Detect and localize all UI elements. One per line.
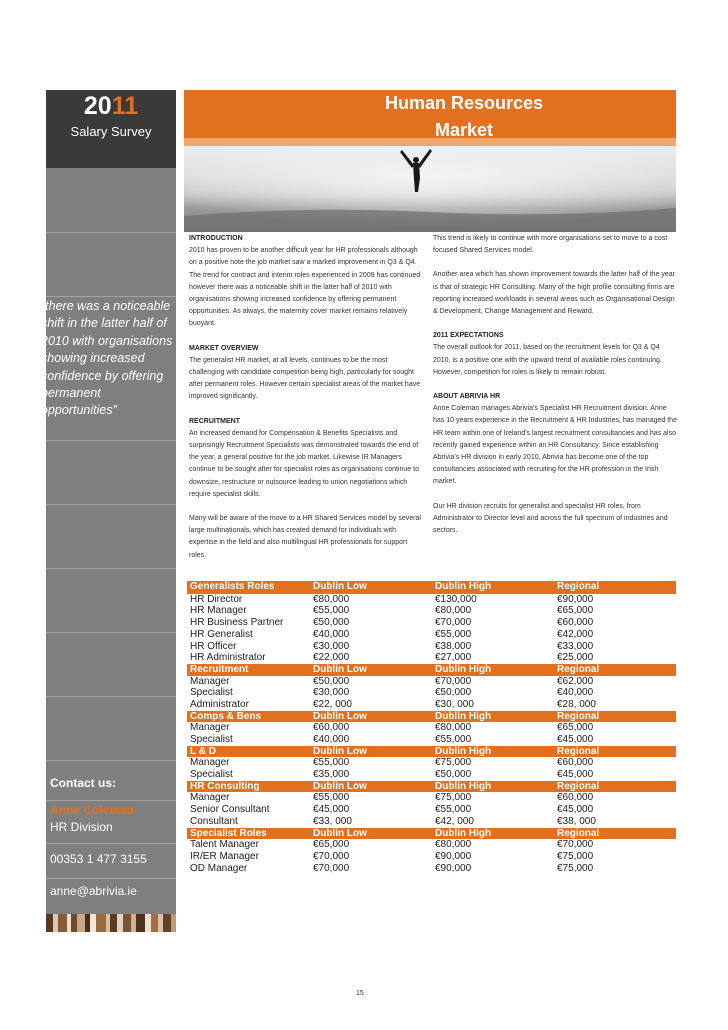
table-cell: €50,000 [434,687,472,699]
sidebar-divider [46,800,176,801]
table-cell: Manager [190,722,230,734]
table-cell: €62,000 [556,675,594,687]
table-section-header [187,711,676,723]
section-heading-recruitment: RECRUITMENT [189,417,240,425]
table-cell: €55,000 [312,757,350,769]
table-cell: €55,000 [434,628,472,640]
article-column-left [189,233,423,574]
table-cell: €30,000 [312,640,350,652]
sidebar-divider [46,696,176,697]
contact-division: HR Division [50,820,113,834]
table-row [187,863,676,875]
table-cell: €42,000 [556,628,594,640]
table-cell: €22,000 [312,652,350,664]
table-section-header [187,664,676,676]
sidebar-divider [46,440,176,441]
table-cell: €42, 000 [434,815,474,827]
table-cell: €40,000 [312,628,350,640]
table-cell: Manager [190,757,230,769]
table-cell: €50,000 [434,769,472,781]
table-cell: €90,000 [434,862,472,874]
sidebar-divider [46,504,176,505]
header-cell: Generalists Roles [190,581,275,592]
paragraph-recruitment: An increased demand for Compensation & Benefits Specialists and surprisingly Recruitment Specialists was demonstrated towards the end of the year, a general positive for the job market. Likewise IR Managers continue to be sought after for specialist roles as organisations continue to downsize, restructure or outsource leading to union negotiations which require specialist skills. [189,429,419,498]
table-cell: Talent Manager [190,839,259,851]
contact-email[interactable]: anne@abrivia.ie [50,884,137,898]
section-heading-expectations: 2011 EXPECTATIONS [433,332,504,340]
table-cell: €40,000 [312,734,350,746]
header-cell: Dublin High [434,780,492,792]
section-heading-about: ABOUT ABRIVIA HR [433,393,501,401]
header-cell: Dublin Low [312,745,367,757]
header-cell: Regional [556,663,600,675]
section-heading-market-overview: MARKET OVERVIEW [189,344,259,352]
table-row [187,605,676,617]
header-cell: Dublin Low [312,581,367,592]
table-row [187,594,676,606]
table-cell: €45,000 [556,734,594,746]
table-cell: €70,000 [312,850,350,862]
table-cell: €45,000 [556,804,594,816]
sidebar-divider [46,760,176,761]
table-row [187,816,676,828]
table-row [187,722,676,734]
decorative-stripes [46,914,176,932]
table-body [187,581,676,874]
table-cell: €75,000 [556,862,594,874]
table-cell: €80,000 [434,839,472,851]
table-cell: €50,000 [312,617,350,629]
table-cell: €40,000 [556,687,594,699]
table-cell: €55,000 [312,792,350,804]
table-cell: €33,000 [556,640,594,652]
header-cell: Dublin Low [312,827,367,839]
table-cell: Manager [190,792,230,804]
table-cell: €30,000 [312,687,350,699]
table-cell: IR/ER Manager [190,850,259,862]
header-cell: Dublin High [434,581,492,592]
table-cell: €80,000 [434,605,472,617]
contact-phone: 00353 1 477 3155 [50,852,147,866]
table-row [187,792,676,804]
sidebar-divider [46,632,176,633]
section-heading-introduction: INTRODUCTION [189,235,243,242]
table-cell: €75,000 [556,850,594,862]
page-title-line-1: Human Resources [384,93,544,113]
table-cell: Specialist [190,769,233,781]
table-row [187,629,676,641]
table-cell: HR Generalist [190,628,253,640]
paragraph-expectations: The overall outlook for 2011, based on the recruitment levels for Q3 & Q4 2010, is a positive one with the upward trend of available roles continuing. However, competition for roles is likely to remain robust. [433,344,662,376]
table-section-header [187,828,676,840]
table-cell: €70,000 [434,675,472,687]
table-cell: €75,000 [434,757,472,769]
sidebar-divider [46,568,176,569]
table-cell: €80,000 [434,722,472,734]
header-cell: Specialist Roles [190,827,267,839]
table-cell: €70,000 [434,617,472,629]
header-cell: L & D [190,745,216,757]
header-cell: Dublin High [434,745,492,757]
sidebar-divider [46,296,176,297]
table-cell: €25,000 [556,652,594,664]
header-photo [184,146,676,232]
paragraph-introduction: 2010 has proven to be another difficult year for HR professionals although on a positive note the job market saw a marked improvement in Q3 & Q4. The trend for contract and interim roles experienced in 2009 has continued however there was a noticeable shift in the latter half of 2010 with organisations showing increased confidence by offering permanent opportunities. As always, the maternity cover market remains relatively buoyant. [189,247,421,328]
table-row [187,851,676,863]
table-cell: Senior Consultant [190,804,270,816]
header-cell: Dublin High [434,663,492,675]
paragraph-market-overview: The generalist HR market, at all levels, continues to be the most challenging with candidate competition being high, particularly for sought after permanent roles. However certain specialist areas of the market have improved significantly. [189,356,421,401]
table-cell: €65,000 [312,839,350,851]
table-row [187,757,676,769]
table-cell: HR Administrator [190,652,266,664]
contact-name: Anne Coleman [50,803,135,817]
survey-subtitle: Salary Survey [70,124,152,139]
table-cell: HR Director [190,593,243,605]
table-cell: €38, 000 [556,815,596,827]
table-row [187,652,676,664]
table-cell: Specialist [190,734,233,746]
header-cell: Regional [556,581,600,592]
table-cell: €130,000 [434,593,477,605]
table-cell: €35,000 [312,769,350,781]
table-cell: €65,000 [556,722,594,734]
table-row [187,676,676,688]
table-cell: HR Business Partner [190,617,284,629]
page-title-line-2: Market [434,120,494,140]
header-cell: Regional [556,745,600,757]
table-section-header [187,746,676,758]
table-cell: €60,000 [312,722,350,734]
figure-silhouette-image [184,146,676,232]
header-cell: Dublin Low [312,780,367,792]
table-cell: €45,000 [312,804,350,816]
table-cell: Manager [190,675,230,687]
pull-quote: “there was a noticeable shift in the latter half of 2010 with organisations showing increased confidence by offering permanent opportunities” [41,299,173,418]
paragraph-trend: This trend is likely to continue with more organisations set to move to a cost focused Shared Services model. [433,235,668,255]
table-cell: €55,000 [312,605,350,617]
table-cell: €65,000 [556,605,594,617]
salary-table [187,581,676,874]
table-row [187,687,676,699]
contact-heading: Contact us: [50,776,116,790]
header-cell: Comps & Bens [190,710,262,722]
paragraph-about: Anne Coleman manages Abrivia's Specialist HR Recruitment division. Anne has 10 years experience in the Recruitment & HR Industries, has managed the HR team within one of Ireland's largest recruitment consultancies and has also recently gained experience within an HR Consultancy. Since establishing Abrivia's HR division in early 2010, Abrivia has become one of the top consultancies associated with recruiting for the HR profession in the Irish market. [433,405,677,486]
header-cell: Dublin Low [312,663,367,675]
table-section-header [187,781,676,793]
paragraph-hr-consulting: Another area which has shown improvement towards the latter half of the year is that of strategic HR Consulting. Many of the high profile consulting firms are reporting increased workloads in several areas such as Organisational Design & Development, Change Management and Reward. [433,271,676,316]
sidebar-divider [46,843,176,844]
year-title: 2011 [83,92,139,120]
table-cell: €27,000 [434,652,472,664]
table-cell: €22, 000 [312,698,352,710]
table-cell: HR Manager [190,605,247,617]
table-cell: €38,000 [434,640,472,652]
sidebar-divider [46,232,176,233]
table-cell: €33, 000 [312,815,352,827]
table-cell: €30, 000 [434,698,474,710]
table-section-header [187,581,676,594]
header-cell: Recruitment [190,663,249,675]
table-cell: HR Officer [190,640,237,652]
table-cell: €60,000 [556,617,594,629]
header-cell: Dublin Low [312,710,367,722]
table-row [187,641,676,653]
table-cell: €60,000 [556,792,594,804]
paragraph-recruits: Our HR division recruits for generalist and specialist HR roles, from Administrator to Director level and across the full spectrum of industries and sectors. [433,502,668,535]
table-row [187,617,676,629]
header-cell: Dublin High [434,827,492,839]
table-cell: €45,000 [556,769,594,781]
table-cell: €70,000 [556,839,594,851]
table-cell: Consultant [190,815,238,827]
table-row [187,699,676,711]
header-cell: Dublin High [434,710,492,722]
table-cell: €55,000 [434,734,472,746]
sidebar-divider [46,878,176,879]
table-cell: €55,000 [434,804,472,816]
header-cell: Regional [556,780,600,792]
table-row [187,839,676,851]
header-cell: HR Consulting [190,780,260,792]
paragraph-shared-services: Many will be aware of the move to a HR Shared Services model by several large multinationals, which has created demand for individuals with expertise in the field and also multilingual HR professionals for support roles. [189,515,421,559]
header-cell: Regional [556,827,600,839]
table-cell: Administrator [190,698,249,710]
table-row [187,734,676,746]
table-cell: €50,000 [312,675,350,687]
table-cell: €80,000 [312,593,350,605]
table-row [187,769,676,781]
page-number: 15 [356,990,364,997]
header-cell: Regional [556,710,600,722]
table-cell: €75,000 [434,792,472,804]
table-cell: Specialist [190,687,233,699]
table-cell: €70,000 [312,862,350,874]
table-cell: €60,000 [556,757,594,769]
article-column-right [433,233,677,549]
table-cell: €90,000 [556,593,594,605]
table-row [187,804,676,816]
table-cell: OD Manager [190,862,248,874]
table-cell: €28, 000 [556,698,596,710]
table-cell: €90,000 [434,850,472,862]
